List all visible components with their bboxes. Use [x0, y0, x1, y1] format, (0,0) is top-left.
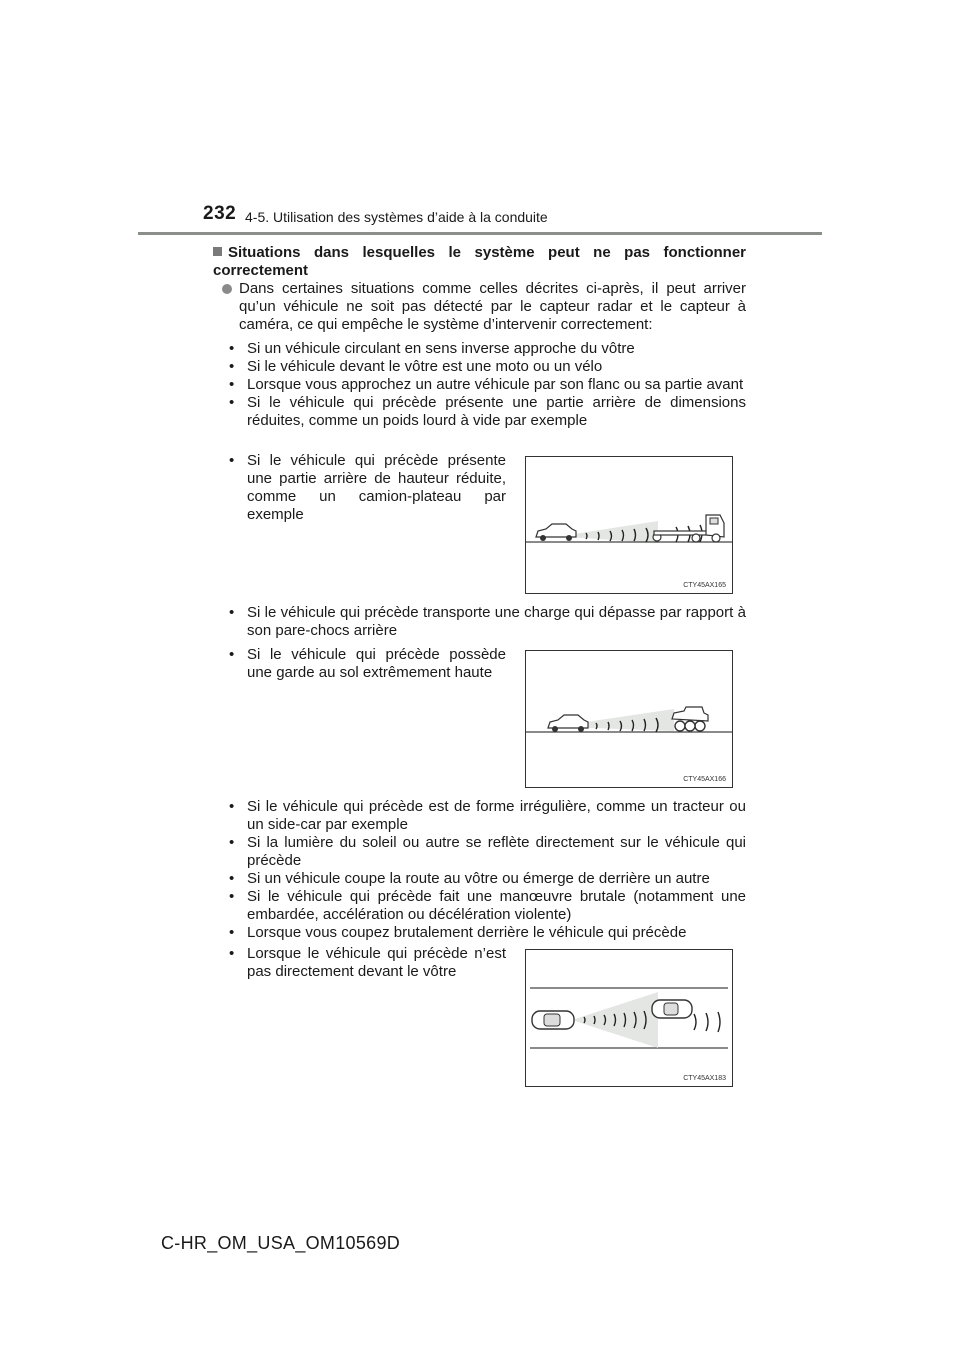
- bullet-glyph: •: [229, 358, 235, 375]
- bullet-glyph: •: [229, 452, 235, 469]
- bullet-glyph: •: [229, 604, 235, 621]
- lead-car-icon: [652, 1000, 692, 1018]
- list-item-text: Si le véhicule qui précède fait une manœuvre brutale (notamment une embardée, accélération ou décélération violente): [247, 888, 746, 923]
- figure-flatbed-truck: [525, 456, 733, 594]
- figure-3-caption: [229, 945, 506, 981]
- list-item-text: Si le véhicule qui précède présente une partie arrière de hauteur réduite, comme un camion-plateau par exemple: [247, 452, 506, 523]
- list-item-text: Lorsque vous approchez un autre véhicule par son flanc ou sa partie avant: [247, 376, 744, 393]
- list-item-text: Si un véhicule coupe la route au vôtre ou émerge de derrière un autre: [247, 870, 710, 887]
- list-item-text: Si un véhicule circulant en sens inverse approche du vôtre: [247, 340, 635, 357]
- heading-text: Situations dans lesquelles le système peut ne pas fonctionner correctement: [213, 244, 746, 279]
- bullet-glyph: •: [229, 394, 235, 411]
- section-title: 4-5. Utilisation des systèmes d’aide à la conduite: [245, 209, 548, 225]
- list-item-text: Si le véhicule qui précède présente une partie arrière de dimensions réduites, comme un poids lourd à vide par exemple: [247, 394, 746, 429]
- list-item-text: Si le véhicule qui précède possède une garde au sol extrêmement haute: [247, 646, 506, 681]
- list-item-text: Si la lumière du soleil ou autre se reflète directement sur le véhicule qui précède: [247, 834, 746, 869]
- figure-offset-vehicle: [525, 949, 733, 1087]
- figure-1-caption: [229, 452, 506, 524]
- list-item: [229, 394, 746, 430]
- list-item: [229, 340, 746, 358]
- figure-code: CTY45AX166: [683, 776, 726, 783]
- bullet-glyph: •: [229, 924, 235, 941]
- bullet-glyph: •: [229, 834, 235, 851]
- ego-car-icon: [532, 1011, 574, 1029]
- bullet-glyph: •: [229, 798, 235, 815]
- figure-2-caption: [229, 646, 506, 682]
- list-item-text: Si le véhicule qui précède est de forme irrégulière, comme un tracteur ou un side-car par exemple: [247, 798, 746, 833]
- bullet-list-b: [229, 604, 746, 640]
- bullet-glyph: •: [229, 870, 235, 887]
- bullet-list-c: [229, 798, 746, 942]
- high-clearance-illustration: [526, 651, 732, 787]
- figure-code: CTY45AX183: [683, 1075, 726, 1082]
- bullet-list-a: [229, 340, 746, 430]
- offset-vehicle-illustration: [526, 950, 732, 1086]
- bullet-glyph: •: [229, 888, 235, 905]
- bullet-glyph: •: [229, 376, 235, 393]
- page-number: 232: [203, 203, 237, 224]
- bullet-glyph: •: [229, 945, 235, 962]
- list-item-text: Si le véhicule qui précède transporte une charge qui dépasse par rapport à son pare-chocs arrière: [247, 604, 746, 639]
- figure-code: CTY45AX165: [683, 582, 726, 589]
- list-item-text: Lorsque le véhicule qui précède n’est pas directement devant le vôtre: [247, 945, 506, 980]
- list-item: [229, 870, 746, 888]
- flatbed-truck-illustration: [526, 457, 732, 593]
- list-item: [229, 358, 746, 376]
- list-item: [229, 834, 746, 870]
- header-rule: [138, 232, 822, 235]
- list-item: [229, 376, 746, 394]
- footer-document-code: C-HR_OM_USA_OM10569D: [161, 1233, 401, 1253]
- section-heading: [213, 244, 746, 280]
- list-item: [229, 452, 506, 524]
- list-item: [229, 945, 506, 981]
- intro-paragraph: [223, 280, 746, 334]
- intro-text: Dans certaines situations comme celles décrites ci-après, il peut arriver qu’un véhicule ne soit pas détecté par le capteur radar et le capteur à caméra, ce qui empêche le système d’intervenir correctement:: [239, 280, 746, 333]
- list-item-text: Si le véhicule devant le vôtre est une moto ou un vélo: [247, 358, 603, 375]
- bullet-glyph: •: [229, 646, 235, 663]
- list-item: [229, 798, 746, 834]
- list-item: [229, 604, 746, 640]
- bullet-glyph: •: [229, 340, 235, 357]
- list-item-text: Lorsque vous coupez brutalement derrière le véhicule qui précède: [247, 924, 687, 941]
- list-item: [229, 924, 746, 942]
- list-item: [229, 888, 746, 924]
- figure-high-clearance-vehicle: [525, 650, 733, 788]
- square-bullet-icon: [213, 247, 222, 256]
- circle-bullet-icon: [222, 284, 232, 294]
- list-item: [229, 646, 506, 682]
